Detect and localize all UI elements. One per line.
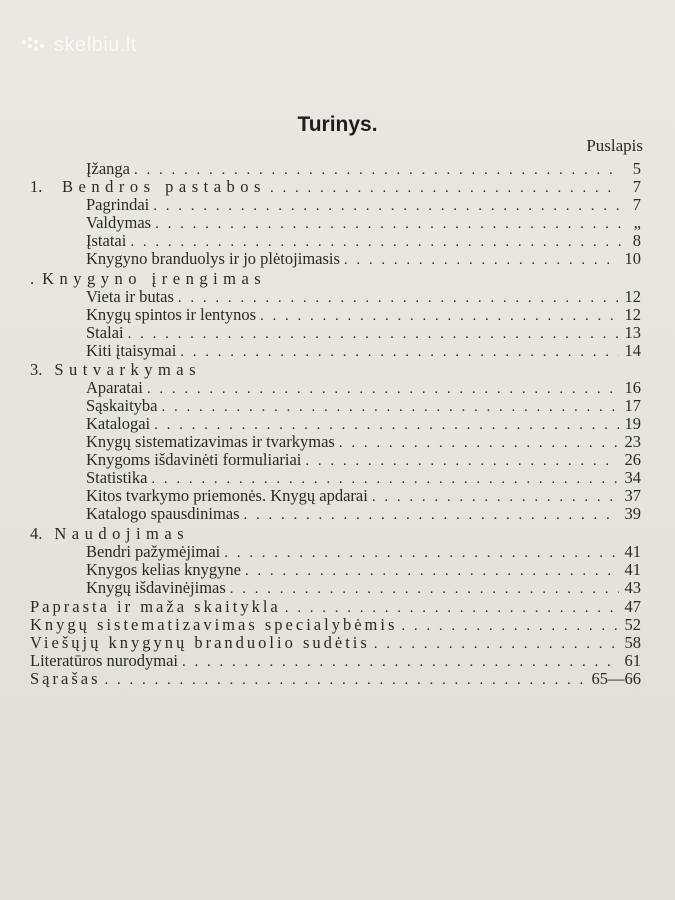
toc-entry	[0, 579, 641, 597]
toc-page: 14	[624, 341, 641, 360]
toc-leader	[245, 562, 619, 580]
toc-leader	[374, 635, 619, 653]
toc-leader	[128, 325, 619, 343]
toc-page: 19	[624, 414, 641, 433]
toc-entry	[0, 487, 641, 505]
toc-entry	[0, 397, 641, 415]
toc-label: Knygyno įrengimas	[42, 269, 267, 288]
toc-number: 1.	[30, 177, 43, 196]
toc-label: Įžanga	[86, 159, 130, 178]
toc-label: Knygų sistematizavimas ir tvarkymas	[86, 432, 335, 451]
toc-page: 52	[624, 615, 641, 634]
toc-leader	[344, 251, 619, 269]
toc-page: 39	[624, 504, 641, 523]
toc-page: 7	[632, 195, 641, 214]
toc-label: Knygų spintos ir lentynos	[86, 305, 257, 324]
toc-page: 34	[624, 468, 641, 487]
toc-number: 3.	[30, 360, 43, 379]
page-title: Turinys.	[297, 113, 378, 136]
toc-entry	[0, 543, 641, 561]
toc-page: 13	[624, 323, 641, 342]
toc-page: 65—66	[591, 669, 641, 688]
toc-entry	[0, 634, 641, 652]
toc-label: Pagrindai	[86, 195, 150, 214]
toc-label: Knygyno branduolys ir jo plėtojimasis	[86, 249, 340, 268]
toc-page: 17	[624, 396, 641, 415]
toc-label: Bendri pažymėjimai	[86, 542, 221, 561]
toc-entry	[0, 469, 641, 487]
toc-entry	[0, 433, 641, 451]
toc-leader	[147, 380, 619, 398]
toc-page: 26	[624, 450, 641, 469]
toc-label: Stalai	[86, 323, 124, 342]
toc-label: Kitos tvarkymo priemonės. Knygų apdarai	[86, 486, 368, 505]
toc-page: 41	[624, 560, 641, 579]
toc-page: 61	[624, 651, 641, 670]
toc-entry	[0, 160, 641, 178]
toc-label: Katalogai	[86, 414, 151, 433]
toc-label: Įstatai	[86, 231, 127, 250]
toc-label: Kiti įtaisymai	[86, 341, 177, 360]
toc-entry	[0, 505, 641, 523]
toc-page: 37	[624, 486, 641, 505]
watermark-dots-icon	[22, 37, 48, 55]
toc-leader	[270, 179, 621, 197]
toc-page: 58	[624, 633, 641, 652]
toc-label: Sutvarkymas	[54, 360, 202, 379]
toc-page: 5	[632, 159, 641, 178]
toc-label: Knygų išdavinėjimas	[86, 578, 226, 597]
watermark	[22, 34, 137, 57]
toc-section	[0, 525, 641, 543]
toc-entry	[0, 652, 641, 670]
toc-leader	[305, 452, 618, 470]
toc-leader	[372, 488, 619, 506]
toc-label: Knygoms išdavinėti formuliariai	[86, 450, 302, 469]
toc-page: 16	[624, 378, 641, 397]
toc-page: 7	[632, 177, 641, 196]
toc-page: 12	[624, 287, 641, 306]
page-column-header: Puslapis	[586, 136, 643, 155]
toc-leader	[180, 343, 618, 361]
toc-leader	[339, 434, 619, 452]
toc-entry	[0, 178, 641, 196]
toc-entry	[0, 324, 641, 342]
toc-page: 23	[624, 432, 641, 451]
toc-page: 47	[624, 597, 641, 616]
toc-section	[0, 361, 641, 379]
toc-section	[0, 270, 641, 288]
toc-entry	[0, 342, 641, 360]
toc-label: Naudojimas	[54, 524, 190, 543]
toc-page: 8	[632, 231, 641, 250]
toc-entry	[0, 415, 641, 433]
toc-entry	[0, 214, 641, 232]
toc-page: 41	[624, 542, 641, 561]
toc-label: Statistika	[86, 468, 148, 487]
toc-leader	[224, 544, 618, 562]
toc-label: Valdymas	[86, 213, 152, 232]
watermark-text: skelbiu.lt	[54, 34, 137, 56]
toc-entry	[0, 379, 641, 397]
toc-leader	[230, 580, 619, 598]
toc-entry	[0, 561, 641, 579]
toc-entry	[0, 306, 641, 324]
toc-label: Sąrašas	[30, 669, 101, 688]
toc-label: Vieta ir butas	[86, 287, 174, 306]
toc-label: Knygos kelias knygyne	[86, 560, 241, 579]
toc-label: Bendros pastabos	[62, 177, 266, 196]
toc-page: 43	[624, 578, 641, 597]
toc-number: 4.	[30, 524, 43, 543]
toc-leader	[401, 617, 618, 635]
toc-label: Aparatai	[86, 378, 143, 397]
toc-leader	[155, 215, 621, 233]
toc-entry	[0, 451, 641, 469]
toc-label: Literatūros nurodymai	[30, 651, 179, 670]
toc-leader	[104, 671, 585, 689]
toc-page: „	[633, 213, 641, 232]
toc-page: 12	[624, 305, 641, 324]
toc-entry	[0, 670, 641, 688]
toc-entry	[0, 288, 641, 306]
toc-label: Paprasta ir maža skaitykla	[30, 597, 281, 616]
toc-leader	[260, 307, 618, 325]
toc-number: .	[30, 269, 35, 288]
toc-entry	[0, 196, 641, 214]
toc-entry	[0, 598, 641, 616]
toc-leader	[182, 653, 618, 671]
toc-label: Sąskaityba	[86, 396, 158, 415]
toc-leader	[244, 506, 619, 524]
toc-leader	[162, 398, 619, 416]
toc-entry	[0, 250, 641, 268]
toc-entry	[0, 232, 641, 250]
toc-leader	[153, 197, 621, 215]
toc-entry	[0, 616, 641, 634]
toc-page: 10	[624, 249, 641, 268]
toc-label: Viešųjų knygynų branduolio sudėtis	[30, 633, 370, 652]
toc-label: Knygų sistematizavimas specialybėmis	[30, 615, 398, 634]
toc-label: Katalogo spausdinimas	[86, 504, 240, 523]
